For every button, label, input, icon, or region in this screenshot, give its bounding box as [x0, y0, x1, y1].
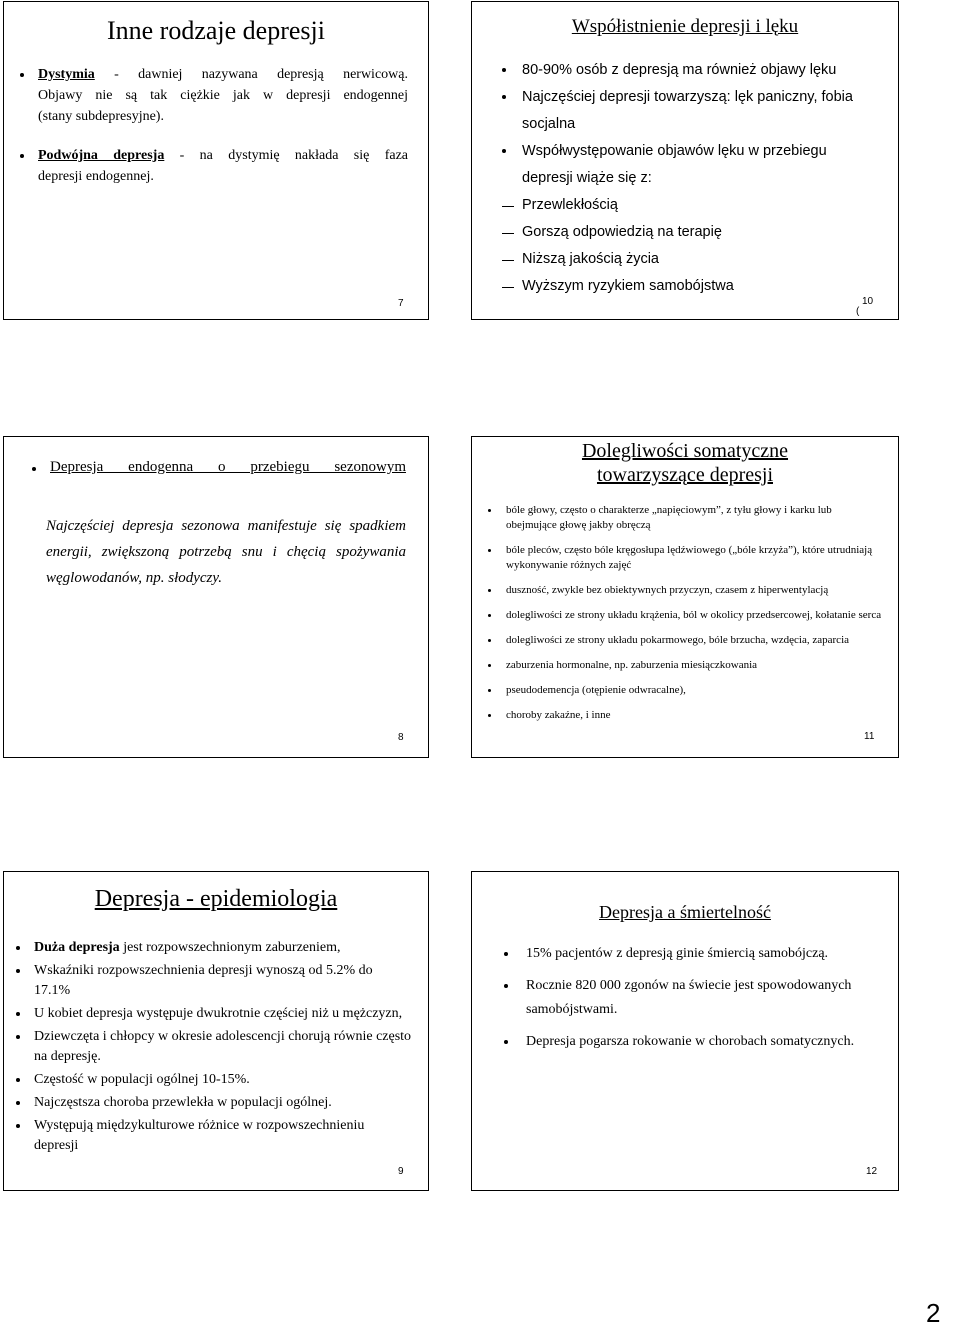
- bullet-list: [16, 64, 408, 187]
- list-item: Współwystępowanie objawów lęku w przebiegu depresji wiąże się z:: [502, 138, 878, 192]
- list-item: [16, 64, 408, 127]
- slide-number: 7: [398, 298, 404, 309]
- slide-mark: (: [856, 306, 860, 317]
- slide-number: 12: [866, 1166, 878, 1177]
- slide-title: Depresja a śmiertelność: [599, 902, 771, 922]
- list-item: choroby zakaźne, i inne: [484, 708, 884, 723]
- list-item: dolegliwości ze strony układu krążenia, ból w okolicy przedsercowej, kołatanie serca: [484, 608, 884, 623]
- page-number: 2: [926, 1298, 941, 1328]
- bullet-list: [12, 938, 412, 1156]
- sub-item: Przewlekłością: [502, 192, 878, 219]
- bullet-list: [502, 57, 878, 192]
- slide-title: Współistnienie depresji i lęku: [571, 16, 799, 37]
- list-item: Wskaźniki rozpowszechnienia depresji wynoszą od 5.2% do 17.1%: [12, 961, 412, 1001]
- list-item: 15% pacjentów z depresją ginie śmiercią samobójczą.: [504, 942, 874, 966]
- slide-number: 8: [398, 732, 404, 743]
- list-item: pseudodemencja (otępienie odwracalne),: [484, 683, 884, 698]
- slide-7: [3, 1, 429, 320]
- text-line: [38, 64, 408, 85]
- list-item: bóle pleców, często bóle kręgosłupa lędźwiowego („bóle krzyża”), które utrudniają wykonywanie różnych zajęć: [484, 543, 884, 573]
- text-line: Objawy nie są tak ciężkie jak w depresji endogennej: [38, 88, 408, 103]
- slide-title: [472, 439, 898, 487]
- term-podwojna-depresja: Podwójna depresja: [38, 148, 165, 163]
- list-item: [12, 938, 412, 958]
- list-item: Rocznie 820 000 zgonów na świecie jest spowodowanych samobójstwami.: [504, 974, 874, 1022]
- bold-term: Duża depresja: [34, 940, 120, 955]
- list-item: Najczęściej depresji towarzyszą: lęk paniczny, fobia socjalna: [502, 84, 878, 138]
- slide-title: Inne rodzaje depresji: [106, 16, 325, 45]
- lead-text: Depresja endogenna o przebiegu sezonowym: [50, 459, 406, 475]
- slide-11: [471, 436, 899, 758]
- list-item: U kobiet depresja występuje dwukrotnie częściej niż u mężczyzn,: [12, 1004, 412, 1024]
- list-item: dolegliwości ze strony układu pokarmowego, bóle brzucha, wzdęcia, zaparcia: [484, 633, 884, 648]
- list-item: [28, 459, 406, 476]
- slide-body: [502, 57, 878, 300]
- bullet-list: [504, 942, 874, 1054]
- text-line: depresji endogennej.: [38, 169, 154, 184]
- text-line: [38, 145, 408, 166]
- text-line: (stany subdepresyjne).: [38, 109, 164, 124]
- text: jest rozpowszechnionym zaburzeniem,: [119, 940, 341, 955]
- slide-9: [3, 871, 429, 1191]
- list-item: 80-90% osób z depresją ma również objawy lęku: [502, 57, 878, 84]
- list-item: duszność, zwykle bez obiektywnych przyczyn, czasem z hiperwentylacją: [484, 583, 884, 598]
- bullet-list: [484, 503, 884, 723]
- slide-title: Depresja - epidemiologia: [94, 886, 338, 912]
- sub-item: Gorszą odpowiedzią na terapię: [502, 219, 878, 246]
- slide-number: 11: [864, 731, 875, 742]
- list-item: Częstość w populacji ogólnej 10-15%.: [12, 1070, 412, 1090]
- sub-item: Niższą jakością życia: [502, 246, 878, 273]
- sub-item: Wyższym ryzykiem samobójstwa: [502, 273, 878, 300]
- list-item: Występują międzykulturowe różnice w rozpowszechnieniu depresji: [12, 1116, 412, 1156]
- term-dystymia: Dystymia: [38, 67, 95, 82]
- slide-number: 9: [398, 1166, 404, 1177]
- text: - na dystymię nakłada się faza: [164, 148, 409, 163]
- slide-body-text: Najczęściej depresja sezonowa manifestuje się spadkiem energii, zwiększoną potrzebą snu i chęcią spożywania węglowodanów, np. słodyczy.: [46, 518, 406, 586]
- slide-10: [471, 1, 899, 320]
- list-item: zaburzenia hormonalne, np. zaburzenia miesiączkowania: [484, 658, 884, 673]
- list-item: bóle głowy, często o charakterze „napięciowym”, z tyłu głowy i karku lub obejmujące głowę jakby obręczą: [484, 503, 884, 533]
- slide-number: 10: [862, 296, 874, 307]
- list-item: Depresja pogarsza rokowanie w chorobach somatycznych.: [504, 1030, 874, 1054]
- list-item: Dziewczęta i chłopcy w okresie adolescencji chorują równie często na depresję.: [12, 1027, 412, 1067]
- slide-12: [471, 871, 899, 1191]
- list-item: Najczęstsza choroba przewlekła w populacji ogólnej.: [12, 1093, 412, 1113]
- text: - dawniej nazywana depresją nerwicową.: [94, 67, 408, 82]
- title-line: Dolegliwości somatyczne: [581, 440, 789, 462]
- list-item: [16, 145, 408, 187]
- slide-8: [3, 436, 429, 758]
- title-line: towarzyszące depresji: [596, 464, 773, 486]
- bullet-list: [28, 459, 406, 476]
